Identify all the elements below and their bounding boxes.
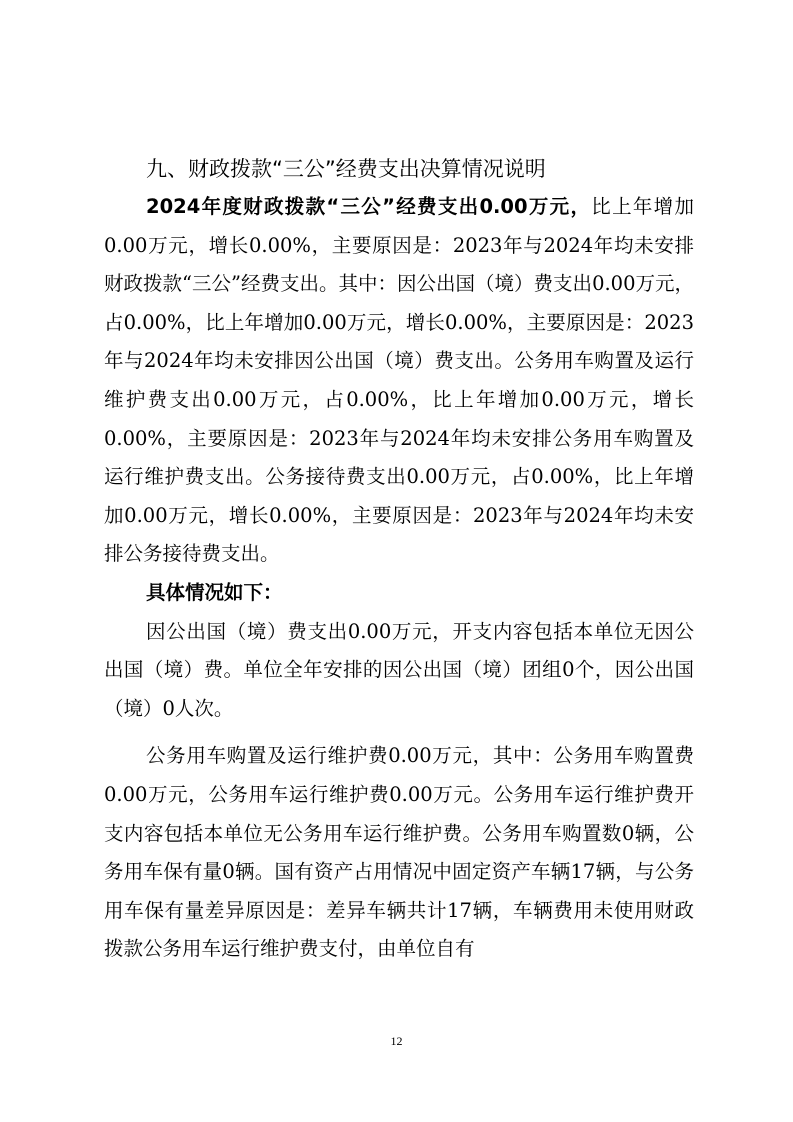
details-paragraph-travel: 因公出国（境）费支出0.00万元，开支内容包括本单位无因公出国（境）费。单位全年安排的因公出国（境）团组0个，因公出国（境）0人次。	[104, 619, 694, 720]
summary-bold-lead: 2024年度财政拨款“三公”经费支出0.00万元，	[146, 195, 592, 218]
document-body	[104, 150, 694, 969]
summary-paragraph	[104, 188, 694, 574]
details-paragraph-vehicles: 公务用车购置及运行维护费0.00万元，其中：公务用车购置费0.00万元，公务用车运行维护费0.00万元。公务用车运行维护费开支内容包括本单位无公务用车运行维护费。公务用车购置数0辆，公务用车保有量0辆。国有资产占用情况中固定资产车辆17辆，与公务用车保有量差异原因是：差异车辆共计17辆，车辆费用未使用财政拨款公务用车运行维护费支付，由单位自有	[104, 744, 694, 961]
section-heading: 九、财政拨款“三公”经费支出决算情况说明	[146, 157, 546, 181]
details-subheading: 具体情况如下：	[146, 580, 283, 604]
page-number: 12	[390, 1034, 403, 1048]
paragraph-gap	[104, 728, 694, 737]
summary-text: 比上年增加0.00万元，增长0.00%，主要原因是：2023年与2024年均未安排财政拨款“三公”经费支出。其中：因公出国（境）费支出0.00万元，占0.00%，比上年增加0.00万元，增长0.00%，主要原因是：2023年与2024年均未安排因公出国（境）费支出。公务用车购置及运行维护费支出0.00万元，占0.00%，比上年增加0.00万元，增长0.00%，主要原因是：2023年与2024年均未安排公务用车购置及运行维护费支出。公务接待费支出0.00万元，占0.00%，比上年增加0.00万元，增长0.00%，主要原因是：2023年与2024年均未安排公务接待费支出。	[104, 195, 694, 566]
